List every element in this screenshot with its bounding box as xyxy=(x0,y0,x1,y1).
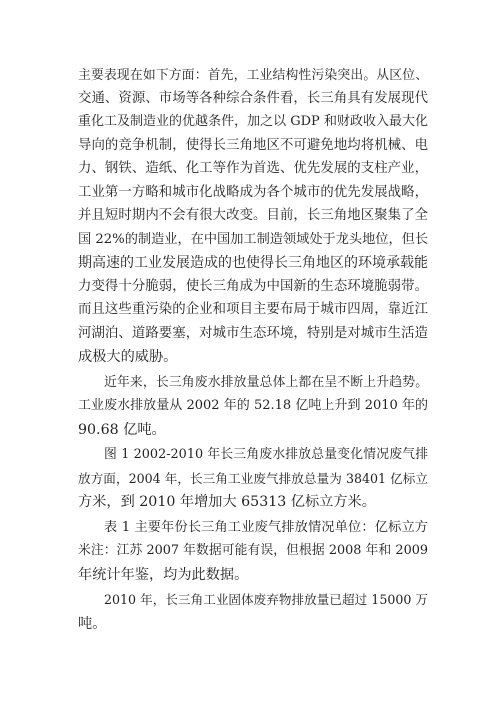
paragraph-1-line-3: 重化工及制造业的优越条件，加之以 GDP 和财政收入最大化 xyxy=(78,114,428,129)
paragraph-1-line-11: 而且这些重污染的企业和项目主要布局于城市四周，靠近江 xyxy=(78,302,428,317)
paragraph-3-line-3: 方米，到 2010 年增加大 65313 亿标立方米。 xyxy=(78,494,376,510)
paragraph-1-line-8: 国 22%的制造业，在中国加工制造领域处于龙头地位，但长 xyxy=(78,232,429,247)
paragraph-1-line-7: 并且短时期内不会有很大改变。目前，长三角地区聚集了全 xyxy=(78,208,428,223)
paragraph-4-line-1: 表 1 主要年份长三角工业废气排放情况单位：亿标立方 xyxy=(104,520,428,535)
paragraph-2-line-3: 90.68 亿吨。 xyxy=(78,422,166,438)
paragraph-2-line-2: 工业废水排放量从 2002 年的 52.18 亿吨上升到 2010 年的 xyxy=(78,398,428,413)
paragraph-2-line-1: 近年来，长三角废水排放量总体上都在呈不断上升趋势。 xyxy=(104,375,428,390)
paragraph-4-line-2: 米注：江苏 2007 年数据可能有误，但根据 2008 年和 2009 xyxy=(78,543,428,558)
paragraph-1-line-2: 交通、资源、市场等各种综合条件看，长三角具有发展现代 xyxy=(78,91,428,106)
paragraph-5-line-2: 吨。 xyxy=(78,616,107,632)
paragraph-3-line-2: 放方面，2004 年，长三角工业废气排放总量为 38401 亿标立 xyxy=(78,471,428,486)
paragraph-3-line-1: 图 1 2002-2010 年长三角废水排放总量变化情况废气排 xyxy=(104,447,428,462)
paragraph-1-line-5: 力、钢铁、造纸、化工等作为首选、优先发展的支柱产业， xyxy=(78,161,428,176)
paragraph-1-line-13: 成极大的威胁。 xyxy=(78,349,178,365)
paragraph-1-line-1: 主要表现在如下方面：首先，工业结构性污染突出。从区位、 xyxy=(78,68,428,83)
paragraph-1-line-10: 力变得十分脆弱，使长三角成为中国新的生态环境脆弱带。 xyxy=(78,279,428,294)
paragraph-1-line-4: 导向的竞争机制，使得长三角地区不可避免地均将机械、电 xyxy=(78,138,428,153)
paragraph-1-line-9: 期高速的工业发展造成的也使得长三角地区的环境承载能 xyxy=(78,255,428,271)
paragraph-1-line-12: 河湖泊、道路要塞，对城市生态环境，特别是对城市生活造 xyxy=(78,326,428,341)
paragraph-5-line-1: 2010 年，长三角工业固体废弃物排放量已超过 15000 万 xyxy=(104,592,428,607)
paragraph-1-line-6: 工业第一方略和城市化战略成为各个城市的优先发展战略， xyxy=(78,185,428,200)
paragraph-4-line-3: 年统计年鉴，均为此数据。 xyxy=(78,567,249,583)
